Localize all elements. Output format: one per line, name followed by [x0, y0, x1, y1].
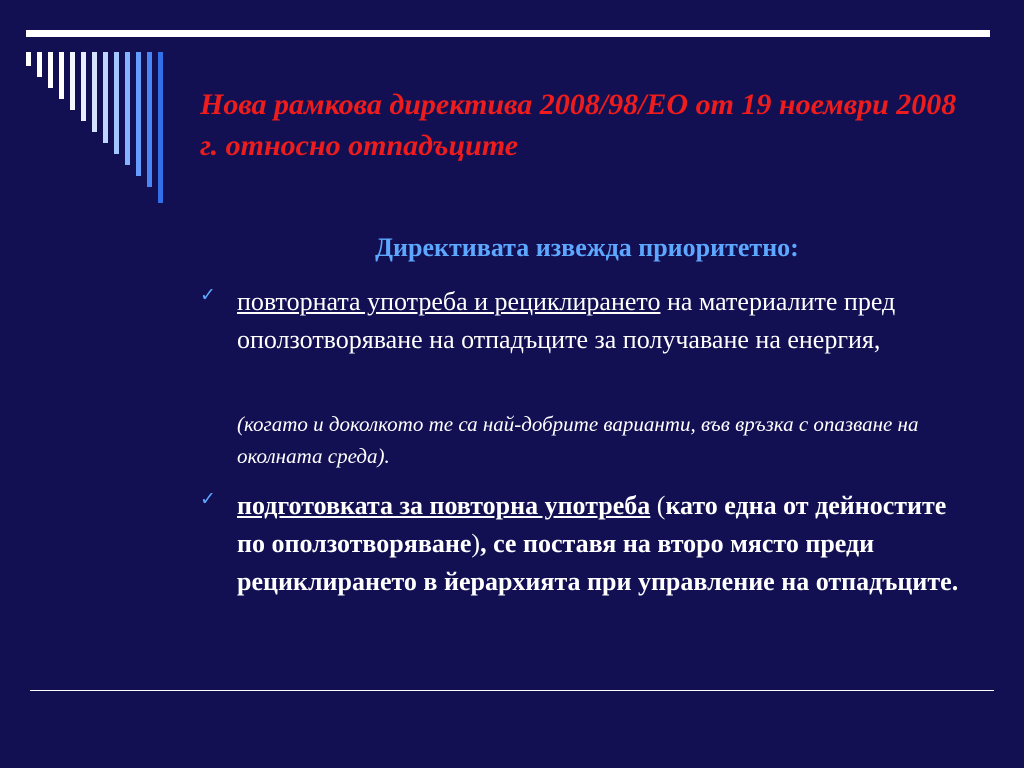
checkmark-icon: ✓: [200, 284, 216, 306]
bottom-divider: [30, 690, 994, 691]
decorative-stripes: [0, 0, 200, 220]
bullet-2-paren-close: ): [471, 529, 481, 559]
slide-title: Нова рамкова директива 2008/98/ЕО от 19 ноември 2008 г. относно отпадъците: [200, 88, 957, 162]
checkmark-icon: ✓: [200, 488, 216, 510]
bullet-1-underlined: повторната употреба и рециклирането: [237, 287, 661, 316]
slide-subheading: Директивата извежда приоритетно:: [375, 233, 799, 262]
bullet-2-underlined: подготовката за повторна употреба: [237, 491, 651, 520]
bullet-2-mid: като една от дейностите по оползотворяване: [237, 491, 947, 559]
bullet-item-1: [200, 283, 970, 359]
bullet-1-note: (когато и доколкото те са най-добрите варианти, във връзка с опазване на околната среда).: [237, 412, 919, 468]
bullet-2-rest: , се поставя на второ място преди рециклирането в йерархията при управление на отпадъците.: [237, 529, 959, 597]
bullet-1-rest: на материалите пред оползотворяване на отпадъците за получаване на енергия,: [237, 287, 896, 355]
bullet-2-text: [237, 487, 970, 602]
bullet-item-2: [200, 487, 970, 602]
bullet-1-text: [237, 283, 970, 359]
bullet-2-paren-open: (: [650, 491, 666, 520]
